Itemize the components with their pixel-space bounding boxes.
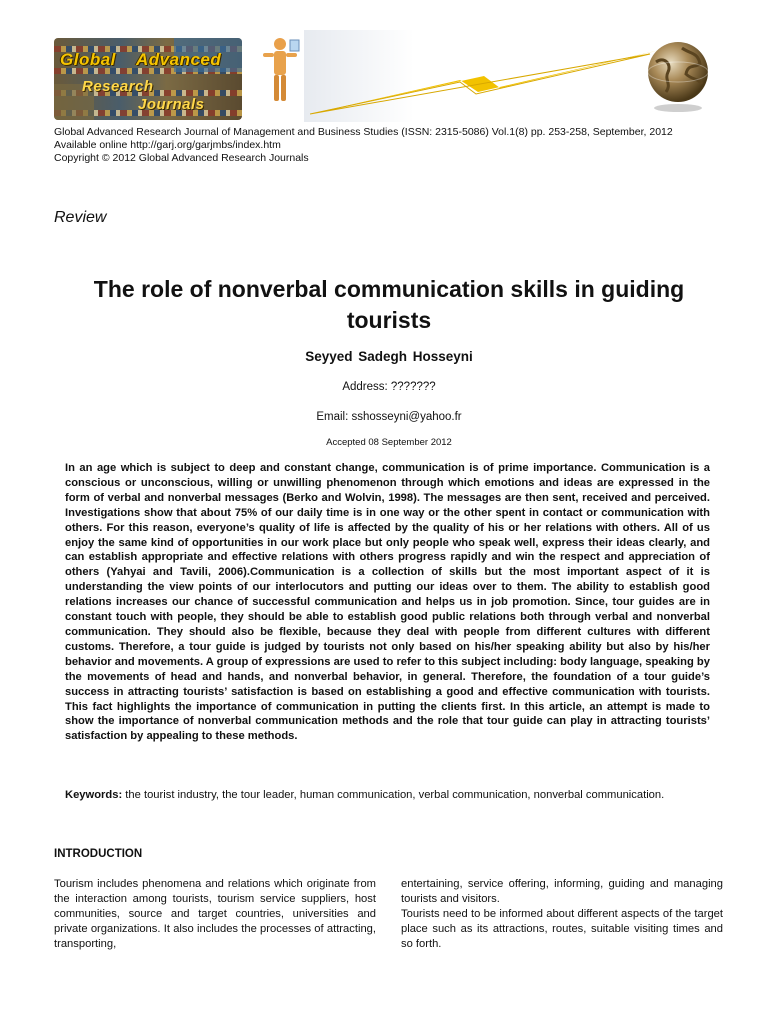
abstract-text: In an age which is subject to deep and constant change, communication is of prime importance. Communication is a conscious or unconscious, willing or unwilling phenomenon through which emotions and ideas are expressed in the form of verbal and nonverbal messages (Berko and Wolvin, 1998). The messages are then sent, received and perceived. Investigations show that about 75% of our daily time is in one way or the other spent in contact or communication with others. For this reason, everyone’s quality of life is affected by the quality of his or her relations with others. All of us enjoy the same kind of opportunities in our work place but only people who speak well, express their ideas clearly, and can establish appropriate and effective relations with others progress rapidly and win the respect and appreciation of others (Yahyai and Tavili, 2006).Communication is a collection of skills but the most important aspect of it is understanding the view points of our interlocutors and putting our ideas over to them. The ability to establish good relations increases our chance of successful communication and helps us in job promotion. Since, tour guides are in constant touch with people, they should be able to establish good public relations both through verbal and nonverbal communication. They should also be flexible, because they deal with people from different cultures with different customs. Therefore, a tour guide is judged by tourists not only based on his/her speaking ability but also by his/her behavior and movements. A group of expressions are used to refer to this subject including: body language, speaking by the movements of head and hands, and nonverbal behavior, in general. Therefore, the foundation of a tour guide’s success in attracting tourists’ satisfaction is based on establishing a good and effective communication with tourists. This fact highlights the importance of communication in putting the clients first. In this article, an attempt is made to show the importance of nonverbal communication methods and the role that tour guide can play in attracting tourists’ satisfaction by appealing to these methods. [65,462,710,743]
intro-paragraph-1-continued: entertaining, service offering, informing, guiding and managing tourists and visitors. [401,878,723,905]
body-column-right [401,877,723,952]
globe-icon [642,34,714,114]
journal-citation: Global Advanced Research Journal of Management and Business Studies (ISSN: 2315-5086) Vol.1(8) pp. 253-258, September, 2012 [54,126,673,138]
body-column-left [54,877,376,952]
figure-icon [260,36,300,106]
journal-logo-text [54,38,242,120]
journal-url: Available online http://garj.org/garjmbs/index.htm [54,139,281,151]
keywords-list: the tourist industry, the tour leader, human communication, verbal communication, nonverbal communication. [122,789,665,801]
journal-banner [54,28,714,124]
brand-word-advanced: Advanced [136,50,222,69]
author-email: Email: sshosseyni@yahoo.fr [316,411,462,423]
journal-meta [54,126,734,165]
keywords-label: Keywords: [65,789,123,801]
keywords [65,788,710,803]
introduction-heading: INTRODUCTION [54,848,143,860]
author-name: Seyyed Sadegh Hosseyni [305,349,473,364]
author-address: Address: ??????? [342,381,436,393]
accepted-date: Accepted 08 September 2012 [326,437,452,448]
brand-word-global: Global [60,50,116,69]
brand-word-research: Research [82,78,154,95]
intro-paragraph-2: Tourists need to be informed about different aspects of the target place such as its attractions, routes, suitable visiting times and so forth. [401,908,723,950]
paper-title: The role of nonverbal communication skills in guiding tourists [93,276,685,333]
lightning-bolt-icon [310,42,660,122]
brand-word-journals: Journals [138,96,205,113]
article-type-label: Review [54,209,107,226]
intro-paragraph-1: Tourism includes phenomena and relations which originate from the interaction among tourists, tourism service suppliers, host communities, source and target countries, universities and private organizations. It also includes the processes of attracting, transporting, [54,878,376,950]
journal-copyright: Copyright © 2012 Global Advanced Research Journals [54,152,309,164]
